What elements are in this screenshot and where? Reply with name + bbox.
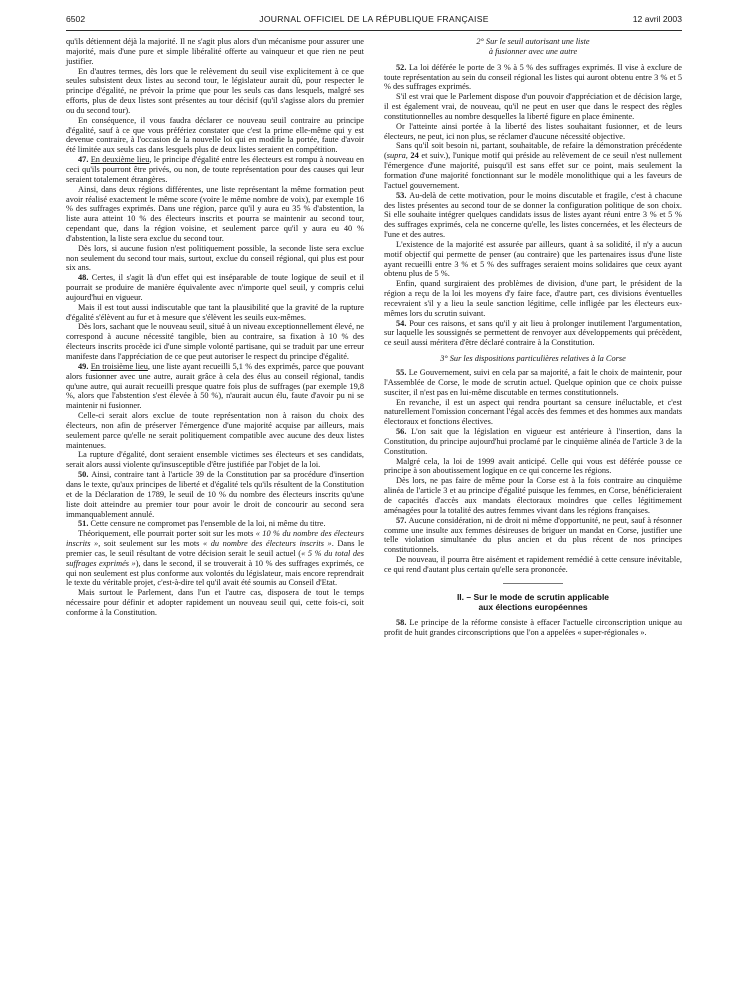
paragraph: Dès lors, ne pas faire de même pour la Corse est à la fois contraire au cinquième alinéa de l'article 3 et au principe d'égalité puisque les femmes, en Corse, bénéficieraient de capacités d'accès aux mandats électoraux moindres que celles légitimement aménagées pour la totalité des autres femmes vivant dans les régions françaises. — [384, 476, 682, 515]
paragraph: 58. Le principe de la réforme consiste à effacer l'actuelle circonscription unique au profit de huit grandes circonscriptions que l'on a appelées « super-régionales ». — [384, 617, 683, 637]
page-number: 6502 — [66, 14, 86, 24]
paragraph: 55. Le Gouvernement, suivi en cela par sa majorité, a fait le choix de maintenir, pour l'Assemblée de Corse, le mode de scrutin actuel. Quelque opinion que ce choix puisse susciter, il n'est pas en lui-même discutable en termes constitutionnels. — [384, 368, 683, 397]
paragraph: 51. Cette censure ne compromet pas l'ensemble de la loi, ni même du titre. — [78, 519, 326, 529]
paragraph: Or l'atteinte ainsi portée à la liberté des listes souhaitant fusionner, et de leurs électeurs, ne peut, ici non plus, se réclamer d'aucune nécessité objective. — [384, 121, 682, 141]
paragraph: Dès lors, sachant que le nouveau seuil, situé à un niveau exceptionnellement élevé, ne correspond à aucune nécessité tangible, bien au contraire, sa fixation à 10 % des électeurs inscrits procède ici d'une simple volonté partisane, qui se traduit par une erreur manifeste dans l'appréciation de ce que peut autoriser le respect du principe d'égalité. — [66, 322, 364, 361]
paragraph: Sans qu'il soit besoin ni, partant, souhaitable, de refaire la démonstration précédente (supra, 24 et suiv.), l'unique motif qui préside au relèvement de ce seuil n'est nullement l'émergence d'une majorité, puisqu'il est sans effet sur ce point, mais seulement la formation d'une majorité fonctionnant sur le modèle monolithique qui a les faveurs de l'actuel gouvernement. — [384, 141, 682, 190]
right-column — [384, 37, 682, 637]
paragraph: Dès lors, si aucune fusion n'est politiquement possible, la seconde liste sera exclue non seulement du second tour mais, surtout, exclue du conseil régional, qui plus est pour six ans. — [66, 243, 364, 273]
paragraph: En revanche, il est un aspect qui rendra pourtant sa censure inéluctable, et c'est naturellement l'omission concernant l'égal accès des femmes et des hommes aux mandats électoraux et fonctions électives. — [384, 397, 682, 427]
section-separator — [503, 583, 563, 584]
paragraph: 52. La loi déférée le porte de 3 % à 5 % des suffrages exprimés. Il vise à exclure de toute représentation au sein du conseil régional les listes qui auront obtenu entre 3 % et 5 % des suffrages exprimés. — [384, 62, 682, 92]
header-rule — [66, 30, 682, 31]
paragraph: Théoriquement, elle pourrait porter soit sur les mots « 10 % du nombre des électeurs inscrits », soit seulement sur les mots « du nombre des électeurs inscrits ». Dans le premier cas, le seuil résultant de votre décision serait le seuil actuel (« 5 % du total des suffrages exprimés »), dans le second, il se trouverait à 10 % des suffrages exprimés, ce qui non seulement est plus conforme aux volontés du législateur, mais encore reprendrait le texte du véritable projet, c'est-à-dire tel qu'il avait été soumis au Conseil d'Etat. — [66, 529, 365, 588]
paragraph: 54. Pour ces raisons, et sans qu'il y ait lieu à prolonger inutilement l'argumentation, sur laquelle les soussignés se permettent de renvoyer aux développements qui précèdent, ce seuil aussi méritera d'être déclaré contraire à la Constitution. — [384, 318, 683, 348]
journal-title: JOURNAL OFFICIEL DE LA RÉPUBLIQUE FRANÇAISE — [259, 14, 489, 24]
paragraph: L'existence de la majorité est assurée par ailleurs, quant à sa solidité, il n'y a aucun motif objectif qui permette de penser (au contraire) que les partenaires issus d'une liste ayant recueilli entre 3 % et 5 % des suffrages seraient moins solidaires que ceux ayant obtenu plus de 5 %. — [384, 239, 682, 279]
paragraph: En conséquence, il vous faudra déclarer ce nouveau seuil contraire au principe d'égalité, sauf à ce que vous préfériez constater que c'est la prime elle-même qui y est devenue contraire, à l'occasion de la nouvelle loi qui en modifie la portée, faute d'avoir été limitée aux seuls cas dans lesquels plus de deux listes seraient en compétition. — [66, 115, 364, 155]
paragraph: 53. Au-delà de cette motivation, pour le moins discutable et fragile, c'est à chacune des listes présentes au second tour de se donner la configuration politique de son choix. Si elle souhaite intégrer quelques candidats issus de listes ayant réuni entre 3 % et 5 % des suffrages exprimés, cela ne concerne qu'elle, les listes concernées, et les électeurs de l'une et des autres. — [384, 190, 683, 240]
publication-date: 12 avril 2003 — [632, 14, 682, 24]
paragraph: 47. En deuxième lieu, le principe d'égalité entre les électeurs est rompu à nouveau en ceci qu'ils pourront être privés, ou non, de toute représentation pour des causes qui leur seraient totalement étrangères. — [66, 155, 365, 184]
paragraph: En d'autres termes, dès lors que le relèvement du seuil vise explicitement à ce que seules subsistent deux listes au second tour, le législateur aurait dû, pour respecter le principe d'égalité, ne prévoir la prime que pour les seuls cas dans lesquels, malgré ses efforts, plus de deux listes sont présentes au tour décisif (qu'il s'agisse alors du premier ou du second tour). — [66, 66, 364, 115]
section-heading: 3° Sur les dispositions particulières relatives à la Corse — [440, 354, 626, 364]
paragraph: La rupture d'égalité, dont seraient ensemble victimes ses électeurs et ses candidats, serait alors aussi violente qu'insusceptible d'être justifiée par l'objet de la loi. — [66, 450, 364, 470]
paragraph: Ainsi, dans deux régions différentes, une liste représentant la même formation peut avoir réalisé exactement le même score (voire le même nombre de voix), par exemple 16 % des suffrages exprimés. Dans une région, parce qu'il y aura eu 35 % d'abstention, la liste aura atteint 10 % des électeurs inscrits et pourra se maintenir au second tour, cependant que, dans la région voisine, et seulement parce qu'il y aura eu 40 % d'abstention, la liste sera exclue du second tour. — [66, 184, 364, 243]
paragraph: 49. En troisième lieu, une liste ayant recueilli 5,1 % des exprimés, parce que pouvant alors fusionner avec une autre, aurait grâce à cela des élus au conseil régional, tandis qu'une autre, qui aurait recueilli presque quatre fois plus de suffrages (par exemple 19,8 %, alors que l'abstention s'est élevée à 50 %), n'aurait aucun élu, faute d'avoir pu ni se maintenir ni fusionner. — [66, 361, 364, 411]
paragraph: 57. Aucune considération, ni de droit ni même d'opportunité, ne peut, sauf à résonner comme une insulte aux femmes désireuses de briguer un mandat en Corse, justifier une telle violation simultanée du plus ancien et du plus récent de nos principes constitutionnels. — [384, 515, 682, 555]
paragraph: 56. L'on sait que la législation en vigueur est antérieure à l'insertion, dans la Constitution, du principe aujourd'hui proclamé par le cinquième alinéa de l'article 3 de la Constitution. — [384, 427, 682, 456]
part-heading: II. – Sur le mode de scrutin applicable aux élections européennes — [456, 591, 610, 613]
paragraph: 50. Ainsi, contraire tant à l'article 39 de la Constitution par sa procédure d'insertion dans le texte, qu'aux principes de liberté et d'égalité tels qu'ils résultent de la Constitution et de la Déclaration de 1789, le seuil de 10 % du nombre des électeurs inscrits qu'une liste doit atteindre au premier tour pour avoir le droit de concourir au second sera immanquablement annulé. — [66, 470, 364, 519]
paragraph: qu'ils détiennent déjà la majorité. Il ne s'agit plus alors d'un mécanisme pour assurer une majorité, mais d'une pure et simple libéralité offerte au vainqueur et que rien ne peut justifier. — [66, 37, 364, 66]
paragraph: Celle-ci serait alors exclue de toute représentation non à raison du choix des électeurs, non afin de préserver l'émergence d'une majorité acquise par ailleurs, mais seulement parce qu'elle ne serait politiquement compatible avec aucune des deux listes maintenues. — [66, 411, 364, 450]
paragraph: Mais il est tout aussi indiscutable que tant la plausibilité que la gravité de la rupture d'égalité s'élèvent au fur et à mesure que s'élèvent les seuils eux-mêmes. — [66, 302, 364, 322]
paragraph: Enfin, quand surgiraient des problèmes de division, d'une part, le président de la région a reçu de la loi les moyens d'y faire face, d'autre part, ces divisions éventuelles recevraient s'il y a lieu la seule sanction légitime, celle infligée par les électeurs eux-mêmes lors du scrutin suivant. — [384, 279, 682, 318]
paragraph: S'il est vrai que le Parlement dispose d'un pouvoir d'appréciation et de décision large, il est également vrai, de nouveau, qu'il ne peut en user que dans le respect des règles constitutionnelles au nombre desquelles la liberté figure en place éminente. — [384, 92, 682, 121]
section-heading: 2° Sur le seuil autorisant une liste à fusionner avec une autre — [476, 37, 590, 56]
paragraph: Malgré cela, la loi de 1999 avait anticipé. Celle qui vous est déférée pousse ce principe à son aboutissement logique en ce qui concerne les régions. — [384, 456, 682, 476]
left-column — [66, 37, 364, 618]
page-header — [66, 14, 682, 30]
paragraph: De nouveau, il pourra être aisément et rapidement remédié à cette censure inévitable, ce qui rend d'autant plus certain qu'elle sera prononcée. — [384, 555, 682, 574]
paragraph: Mais surtout le Parlement, dans l'un et l'autre cas, disposera de tout le temps nécessaire pour définir et adopter rapidement un nouveau seuil qui, cette fois-ci, soit conforme à la Constitution. — [66, 588, 364, 617]
paragraph: 48. Certes, il s'agit là d'un effet qui est inséparable de toute logique de seuil et il pourrait se produire de manière équivalente avec n'importe quel seuil, y compris celui aujourd'hui en vigueur. — [66, 273, 364, 302]
